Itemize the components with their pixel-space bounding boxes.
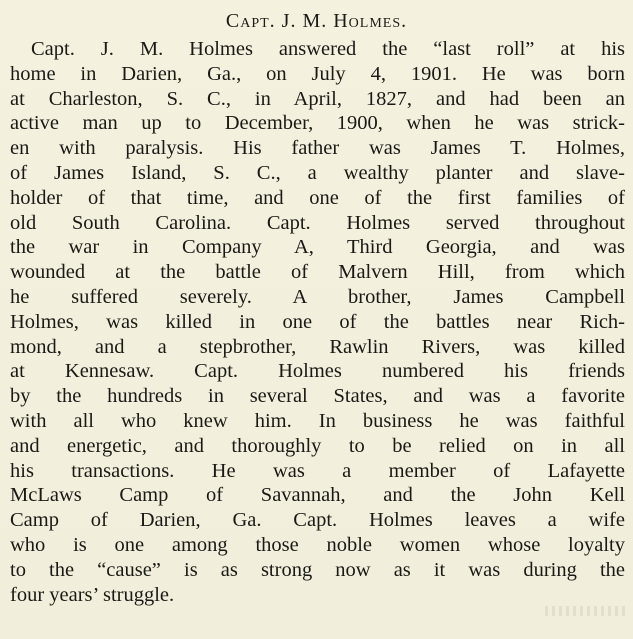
body-line: to the “cause” is as strong now as it was during the	[10, 558, 625, 581]
body-line: home in Darien, Ga., on July 4, 1901. He was born	[10, 62, 625, 85]
article-title: Capt. J. M. Holmes.	[225, 10, 408, 32]
body-line: the war in Company A, Third Georgia, and was	[10, 236, 625, 259]
body-line: mond, and a stepbrother, Rawlin Rivers, was killed	[10, 335, 625, 358]
body-line: holder of that time, and one of the first families of	[10, 186, 625, 209]
body-line: by the hundreds in several States, and was a favorite	[10, 385, 625, 408]
body-line: his transactions. He was a member of Lafayette	[10, 459, 625, 482]
body-line: who is one among those noble women whose loyalty	[10, 533, 625, 556]
article-body	[10, 37, 625, 607]
body-line: with all who knew him. In business he was faithful	[10, 409, 625, 432]
body-line: Capt. J. M. Holmes answered the “last roll” at his	[31, 38, 625, 60]
body-line: at Charleston, S. C., in April, 1827, and had been an	[10, 87, 625, 110]
body-line: en with paralysis. His father was James T. Holmes,	[10, 137, 625, 160]
body-line: of James Island, S. C., a wealthy planter and slave-	[10, 161, 625, 184]
body-line: Camp of Darien, Ga. Capt. Holmes leaves a wife	[10, 509, 625, 532]
body-line: he suffered severely. A brother, James Campbell	[10, 285, 625, 308]
bleed-through-mark	[545, 606, 625, 616]
body-line: active man up to December, 1900, when he was strick-	[10, 112, 625, 135]
body-line: wounded at the battle of Malvern Hill, from which	[10, 261, 625, 284]
body-line: at Kennesaw. Capt. Holmes numbered his friends	[10, 360, 625, 383]
body-line: Holmes, was killed in one of the battles near Rich-	[10, 310, 625, 333]
body-line: and energetic, and thoroughly to be relied on in all	[10, 434, 625, 457]
body-line: McLaws Camp of Savannah, and the John Kell	[10, 484, 625, 507]
body-line: four years’ struggle.	[10, 583, 175, 606]
body-line: old South Carolina. Capt. Holmes served throughout	[10, 211, 625, 234]
